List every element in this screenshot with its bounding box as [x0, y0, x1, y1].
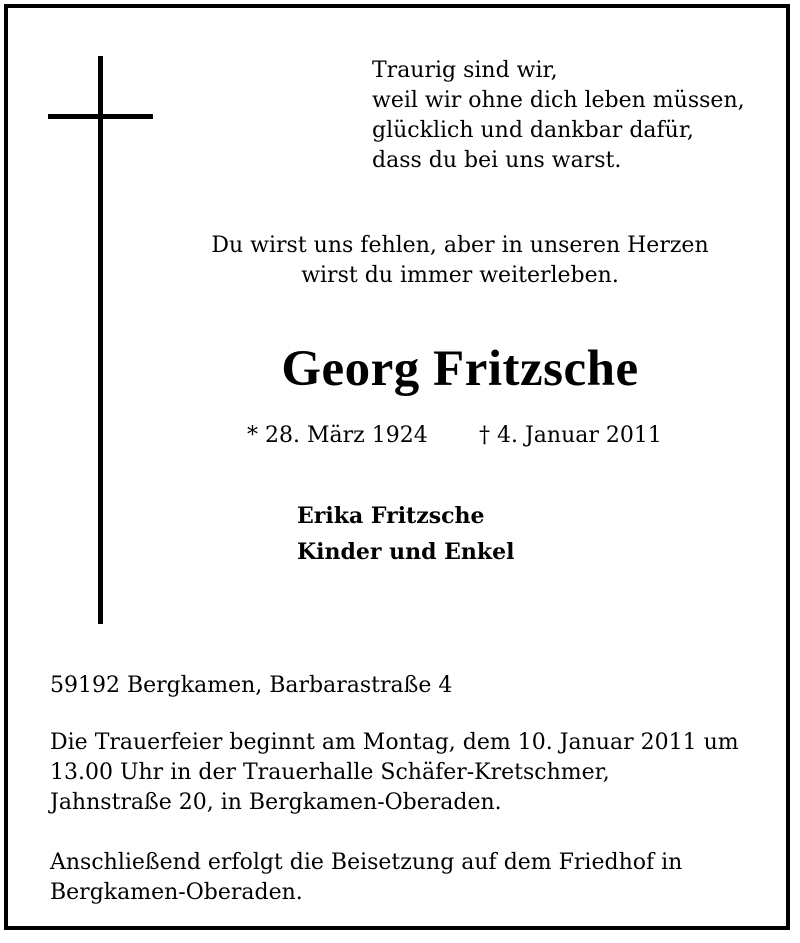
poem-line: weil wir ohne dich leben müssen,: [372, 88, 745, 113]
ceremony-info: [50, 728, 739, 818]
saying-line: Du wirst uns fehlen, aber in unseren Herzen: [211, 233, 709, 258]
ceremony-line: Jahnstraße 20, in Bergkamen-Oberaden.: [50, 790, 502, 815]
burial-info: [50, 848, 682, 908]
poem-line: dass du bei uns warst.: [372, 148, 622, 173]
mourner-line: Erika Fritzsche: [297, 503, 485, 529]
poem-line: Traurig sind wir,: [372, 58, 558, 83]
ceremony-line: 13.00 Uhr in der Trauerhalle Schäfer-Kretschmer,: [50, 760, 610, 785]
poem: [372, 56, 745, 176]
burial-line: Anschließend erfolgt die Beisetzung auf dem Friedhof in: [50, 850, 683, 875]
mourner-line: Kinder und Enkel: [297, 539, 515, 565]
cross-icon-bar: [48, 114, 153, 119]
memorial-saying: [160, 231, 760, 291]
burial-line: Bergkamen-Oberaden.: [50, 880, 303, 905]
mourners: [297, 498, 515, 570]
birth-date: * 28. März 1924: [247, 423, 428, 448]
ceremony-line: Die Trauerfeier beginnt am Montag, dem 10. Januar 2011 um: [50, 730, 739, 755]
saying-line: wirst du immer weiterleben.: [301, 263, 619, 288]
deceased-name: Georg Fritzsche: [281, 341, 639, 397]
death-date: † 4. Januar 2011: [479, 423, 662, 448]
poem-line: glücklich und dankbar dafür,: [372, 118, 694, 143]
cross-icon: [98, 56, 103, 624]
address: 59192 Bergkamen, Barbarastraße 4: [50, 673, 453, 698]
